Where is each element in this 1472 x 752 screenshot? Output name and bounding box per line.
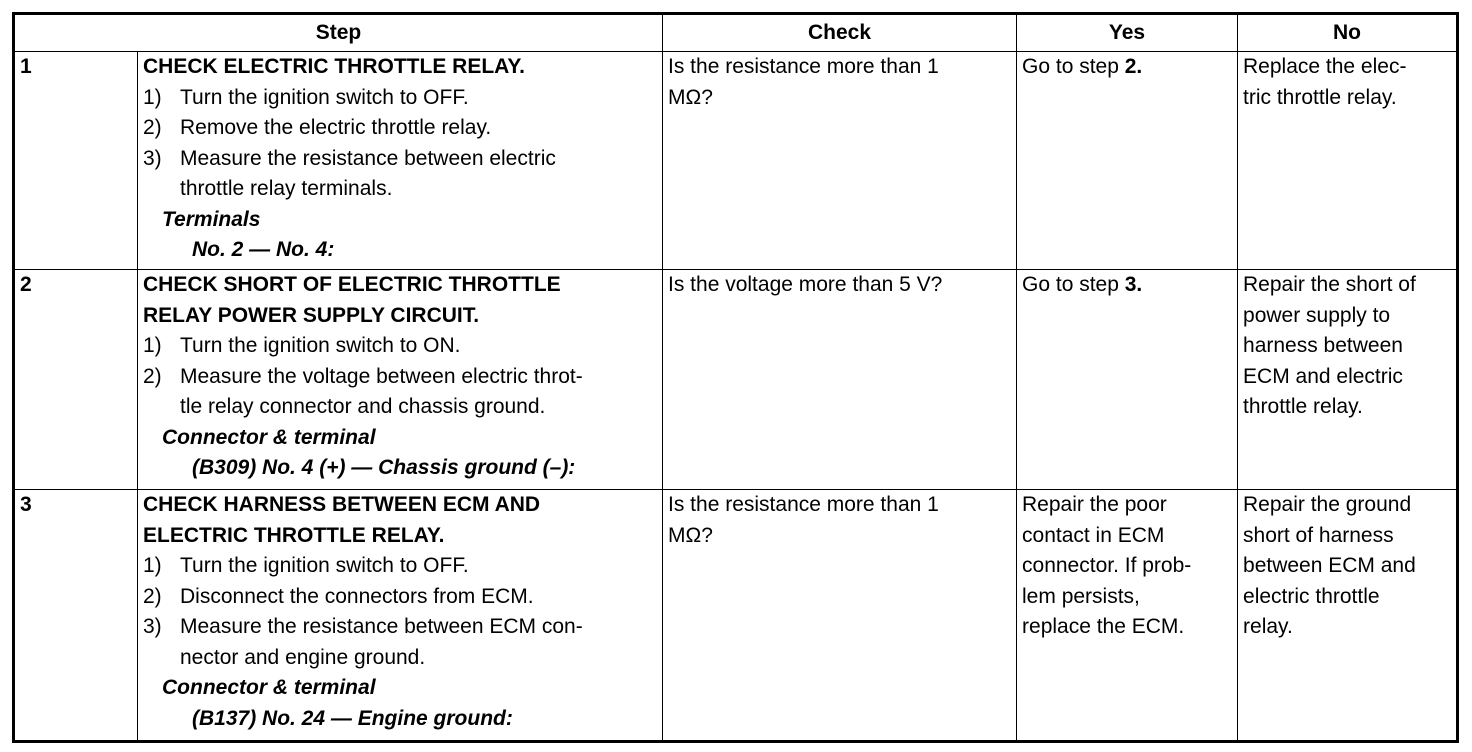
spec-label: Connector & terminal (162, 676, 376, 699)
step-body (138, 52, 663, 270)
step-body: CHECK SHORT OF ELECTRIC THROTTLE RELAY POWER SUPPLY CIRCUIT. 1) Turn the ignition switch to ON. 2) Measure the voltage between electric throt- tle relay connector and chassis ground. Connector & terminal (B309) No. 4 (+) — Chassis ground (–): (138, 270, 663, 490)
table-row (14, 490, 1458, 742)
substep: 3) Measure the resistance between ECM con- nector and engine ground. (143, 615, 583, 669)
header-row (14, 14, 1458, 52)
header-check: Check (663, 14, 1017, 52)
step-title: CHECK HARNESS BETWEEN ECM AND (143, 493, 541, 516)
table-row (14, 52, 1458, 270)
check-cell: Is the resistance more than 1 MΩ? (663, 490, 1017, 742)
table-row (14, 270, 1458, 490)
substep: 2) Measure the voltage between electric throt- tle relay connector and chassis ground. (143, 364, 583, 418)
spec-label: Terminals (162, 207, 261, 231)
substep: 3) Measure the resistance between electric throttle relay terminals. (143, 146, 556, 200)
substep: 2) Disconnect the connectors from ECM. (143, 584, 534, 608)
yes-cell: Go to step 2. (1017, 52, 1238, 270)
substep: 1) Turn the ignition switch to OFF. (143, 554, 469, 577)
step-number: 1 (14, 52, 138, 270)
step-title: CHECK SHORT OF ELECTRIC THROTTLE (143, 273, 561, 296)
header-step: Step (14, 14, 663, 52)
no-cell: Replace the elec- tric throttle relay. (1238, 52, 1458, 270)
spec-label: Connector & terminal (162, 425, 376, 449)
header-no: No (1238, 14, 1458, 52)
no-cell: Repair the short of power supply to harness between ECM and electric throttle relay. (1238, 270, 1458, 490)
substep: 1) Turn the ignition switch to ON. (143, 334, 461, 357)
step-title: CHECK ELECTRIC THROTTLE RELAY. (143, 55, 525, 78)
check-cell: Is the voltage more than 5 V? (663, 270, 1017, 490)
check-cell: Is the resistance more than 1 MΩ? (663, 52, 1017, 270)
header-yes: Yes (1017, 14, 1238, 52)
spec-value: (B137) No. 24 — Engine ground: (192, 706, 513, 730)
no-cell: Repair the ground short of harness between ECM and electric throttle relay. (1238, 490, 1458, 742)
step-body: CHECK HARNESS BETWEEN ECM AND ELECTRIC THROTTLE RELAY. 1) Turn the ignition switch to OFF. 2) Disconnect the connectors from ECM. 3) Measure the resistance between ECM con- nector and engine ground. Connector & terminal (B137) No. 24 — Engine ground: (138, 490, 663, 742)
spec-value: (B309) No. 4 (+) — Chassis ground (–): (192, 456, 576, 479)
yes-cell: Repair the poor contact in ECM connector. If prob- lem persists, replace the ECM. (1017, 490, 1238, 742)
substep: 1) Turn the ignition switch to OFF. (143, 85, 469, 109)
step-number: 3 (14, 490, 138, 742)
substep: 2) Remove the electric throttle relay. (143, 116, 492, 139)
spec-value: No. 2 — No. 4: (192, 238, 335, 261)
step-number: 2 (14, 270, 138, 490)
diagnostic-table (12, 12, 1459, 743)
yes-cell: Go to step 3. (1017, 270, 1238, 490)
